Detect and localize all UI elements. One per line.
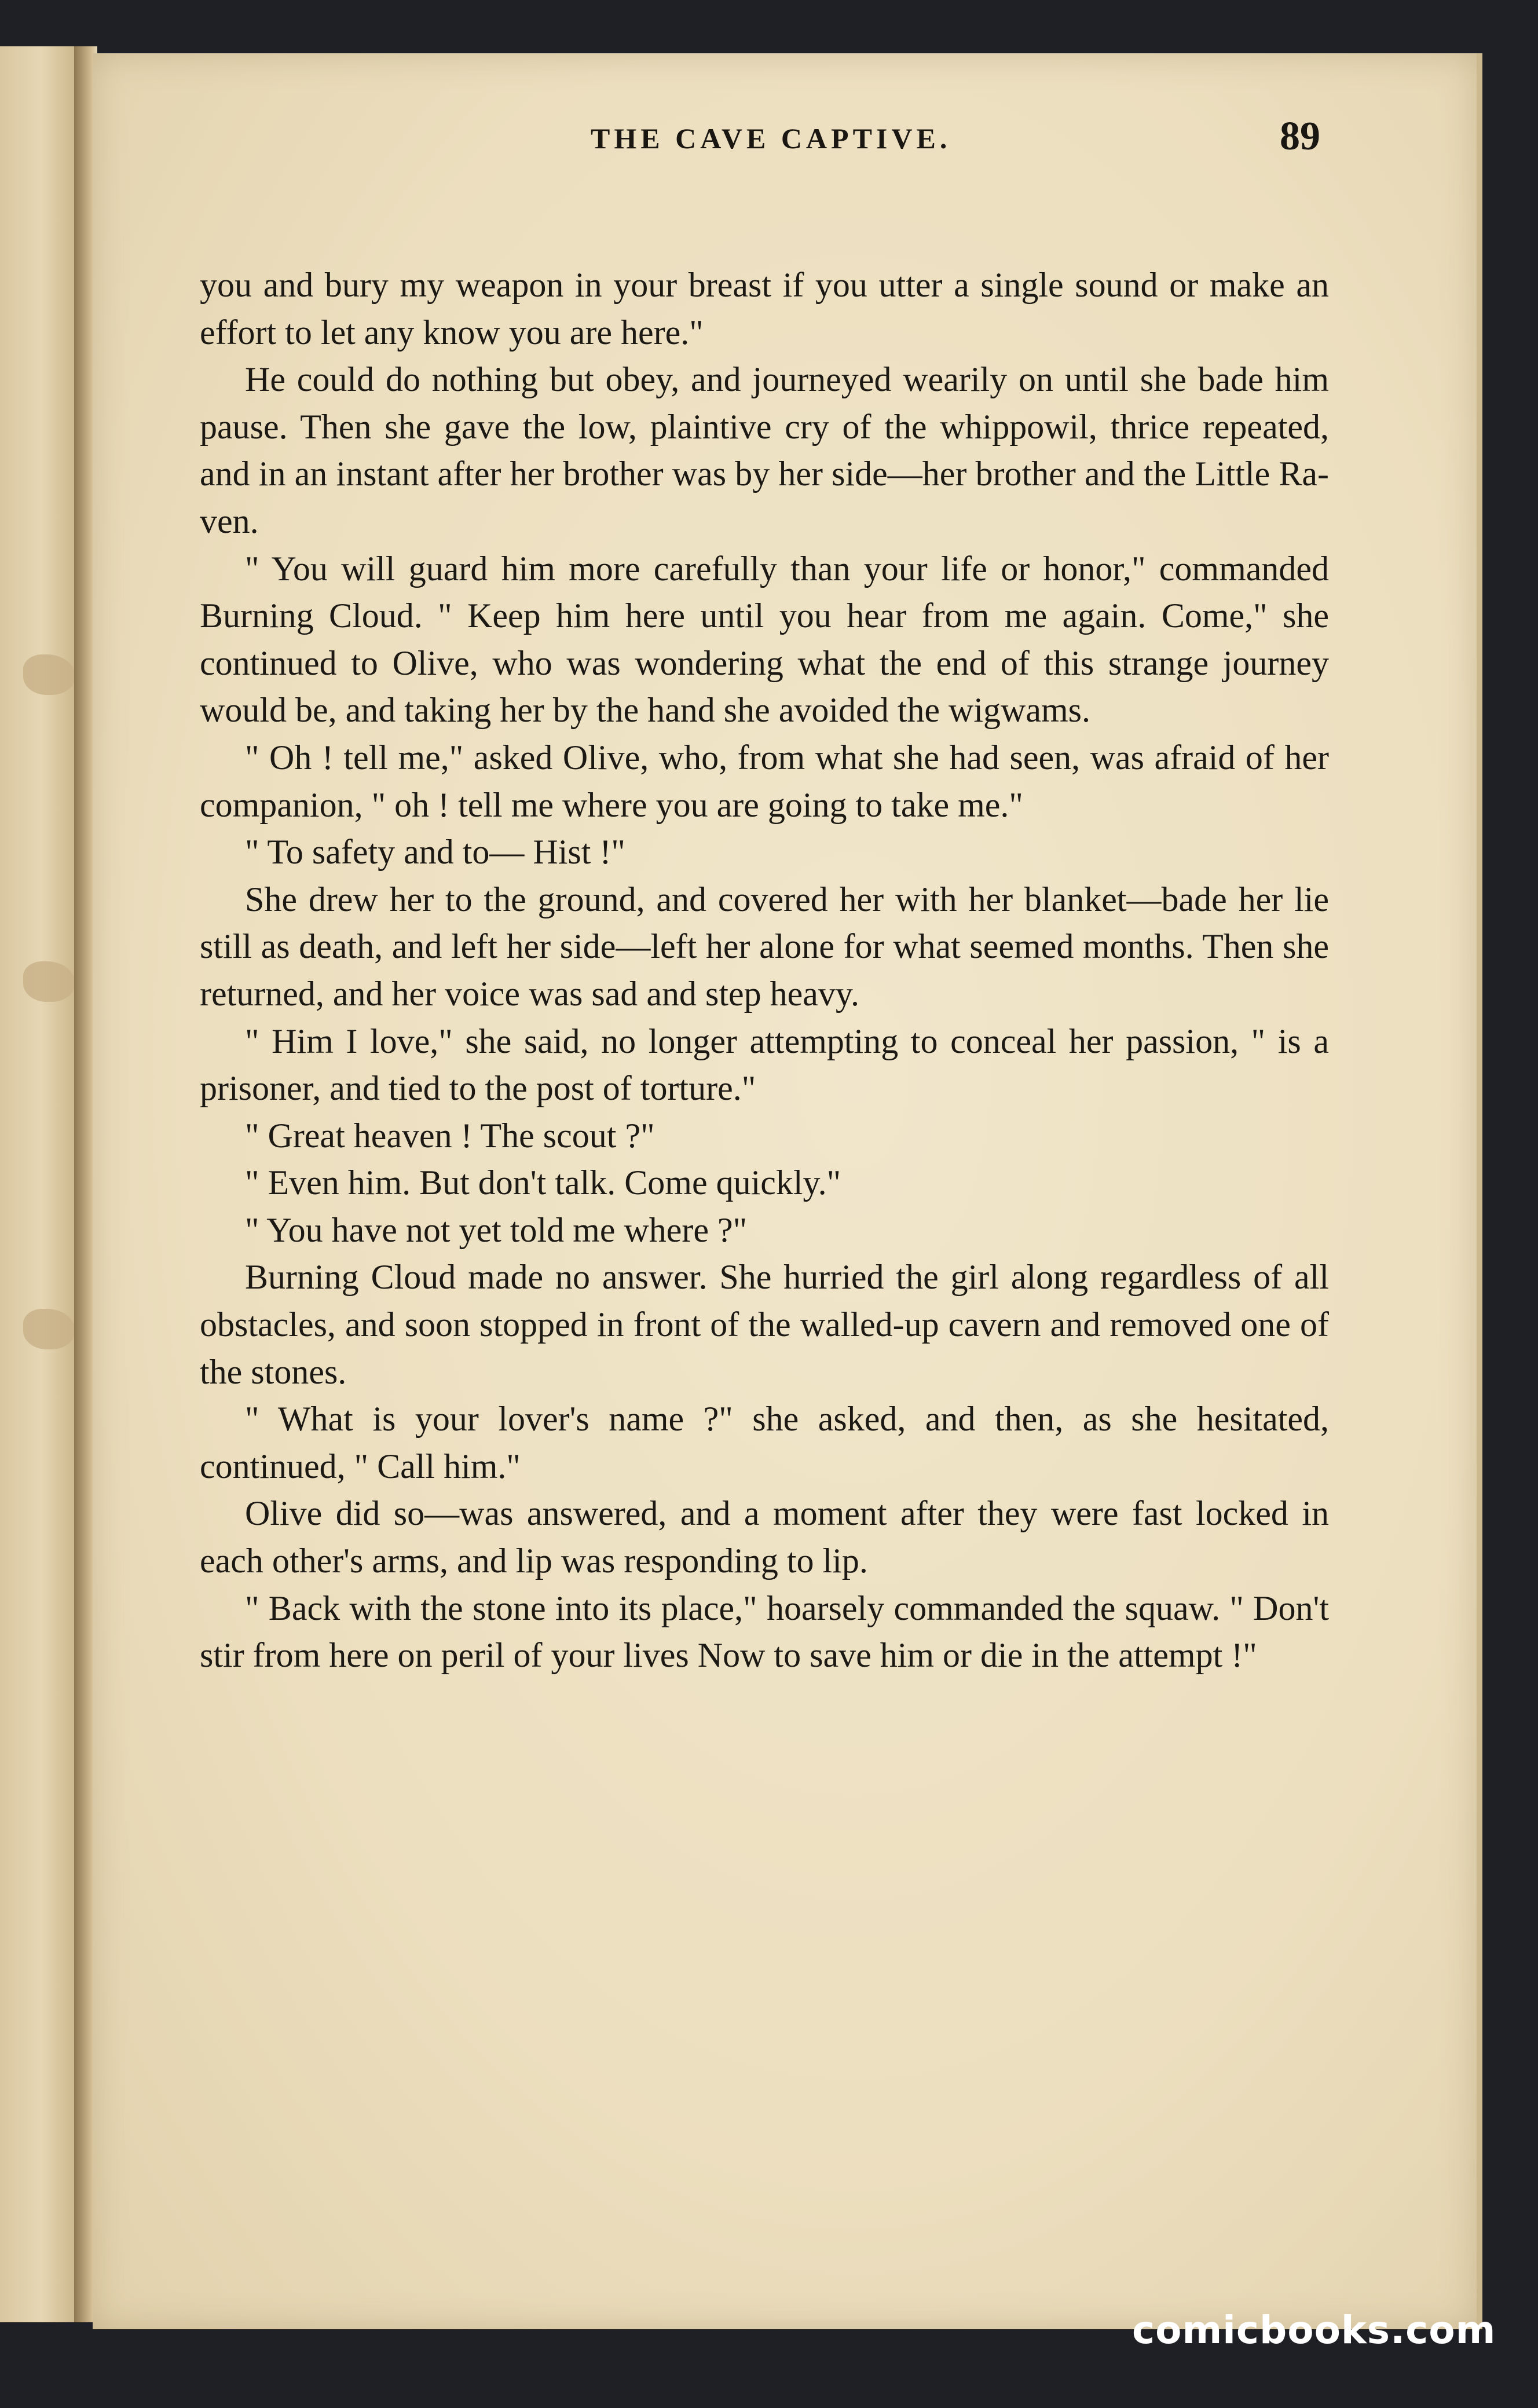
page-tear-mark xyxy=(23,654,75,695)
paragraph: " You have not yet told me where ?" xyxy=(245,1210,748,1249)
page-tear-mark xyxy=(23,1309,75,1349)
paragraph: " Back with the stone into its place," hoarsely commanded the squaw. " Don't stir from here on peril of your lives Now to save him or die in the attempt !" xyxy=(200,1589,1329,1675)
paragraph: " What is your lover's name ?" she asked, and then, as she hesitated, continued, " Call him." xyxy=(200,1400,1329,1485)
running-title: THE CAVE CAPTIVE. xyxy=(591,122,951,155)
page-tear-mark xyxy=(23,961,75,1002)
paragraph: " Him I love," she said, no longer attempting to conceal her passion, " is a prisoner, and tied to the post of torture." xyxy=(200,1022,1329,1108)
paragraph: He could do nothing but obey, and journeyed wearily on until she bade him pause. Then she gave the low, plaintive cry of the whippowil, thrice repeated, and in an instant after her brother was by her side—her brother and the Little Raven. xyxy=(200,360,1329,540)
paragraph: " Great heaven ! The scout ?" xyxy=(245,1116,655,1155)
page-number: 89 xyxy=(1280,114,1320,159)
previous-page-edge xyxy=(0,46,79,2322)
running-head xyxy=(93,114,1477,174)
paragraph: Olive did so—was answered, and a moment after they were fast locked in each other's arms, and lip was responding to lip. xyxy=(200,1494,1329,1580)
paragraph: " You will guard him more carefully than your life or honor," commanded Burning Cloud. " Keep him here until you hear from me again. Come," she continued to Olive, who was wondering what the end of this strange journey would be, and taking her by the hand she avoided the wigwams. xyxy=(200,549,1329,730)
watermark: comicbooks.com xyxy=(1132,2308,1496,2352)
body-text xyxy=(200,262,1329,1679)
book-page xyxy=(93,53,1482,2329)
paragraph: " Oh ! tell me," asked Olive, who, from what she had seen, was afraid of her companion, " oh ! tell me where you are going to take me." xyxy=(200,738,1329,824)
paragraph: you and bury my weapon in your breast if you utter a single sound or make an effort to let any know you are here." xyxy=(200,266,1329,352)
paragraph: Burning Cloud made no answer. She hurried the girl along regardless of all obstacles, and soon stopped in front of the walled-up cavern and removed one of the stones. xyxy=(200,1258,1329,1391)
paragraph: " To safety and to— Hist !" xyxy=(245,833,625,872)
paragraph: She drew her to the ground, and covered her with her blanket—bade her lie still as death, and left her side—left her alone for what seemed months. Then she returned, and her voice was sad and step heavy. xyxy=(200,880,1329,1013)
paragraph: " Even him. But don't talk. Come quickly." xyxy=(245,1163,841,1202)
